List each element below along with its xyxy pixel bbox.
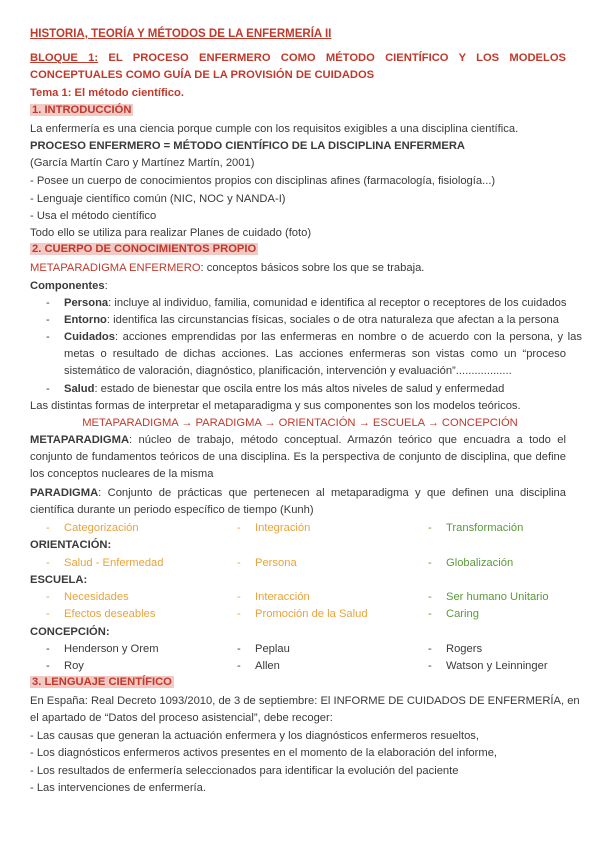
paradigm-col-3: Transformación [446, 522, 524, 534]
section-2-heading [30, 242, 258, 257]
section-1-title: 1. INTRODUCCIÓN [32, 104, 132, 116]
components-label: Componentes: [30, 280, 108, 292]
list-item: - Las causas que generan la actuación enfermera y los diagnósticos enfermeros resueltos, [30, 730, 479, 742]
list-item: - Lenguaje científico común (NIC, NOC y NANDA-I) [30, 193, 286, 205]
school-col-3: Caring [446, 608, 479, 620]
orientation-col-2: Persona [255, 557, 297, 569]
school-col-3: Ser humano Unitario [446, 591, 549, 603]
concept-col-1: Henderson y Orem [64, 643, 159, 655]
metaparadigma-def-line2: conjunto de fundamentos teóricos de una disciplina. Es la perspectiva de conjunto de disciplina, que define [30, 451, 566, 463]
school-col-1: Efectos deseables [64, 608, 156, 620]
orientation-col-3: Globalización [446, 557, 514, 569]
school-col-1: Necesidades [64, 591, 129, 603]
intro-text: La enfermería es una ciencia porque cumple con los requisitos exigibles a una disciplina científica. [30, 123, 519, 135]
escuela-label: ESCUELA: [30, 574, 88, 586]
concept-col-3: Rogers [446, 643, 483, 655]
models-text: Las distintas formas de interpretar el metaparadigma y sus componentes son los modelos teóricos. [30, 400, 521, 412]
list-item: - Las intervenciones de enfermería. [30, 782, 206, 794]
bloque-text-1: EL PROCESO ENFERMERO COMO MÉTODO CIENTÍFICO Y LOS MODELOS [108, 52, 566, 64]
cuidados-continuation-2: sistemático de valoración, diagnóstico, planificación, intervención y evaluación”.................. [64, 365, 512, 377]
concept-col-1: Roy [64, 660, 84, 672]
paradigma-def-line2: científica durante un periodo específico de tiempo (Kunh) [30, 504, 314, 516]
bloque-heading-line2: CONCEPTUALES COMO GUÍA DE LA PROVISIÓN DE CUIDADOS [30, 69, 375, 81]
concept-col-2: Allen [255, 660, 280, 672]
section-3-title: 3. LENGUAJE CIENTÍFICO [32, 676, 172, 688]
decree-line2: el apartado de “Datos del proceso asistencial”, debe recoger: [30, 712, 333, 724]
concept-col-2: Peplau [255, 643, 290, 655]
metaparadigma-label: METAPARADIGMA ENFERMERO [30, 262, 201, 274]
paradigm-col-2: Integración [255, 522, 311, 534]
section-1-heading [30, 103, 133, 118]
document-page: HISTORIA, TEORÍA Y MÉTODOS DE LA ENFERMERÍA II BLOQUE 1: EL PROCESO ENFERMERO COMO MÉTODO CIENTÍFICO Y LOS MODELOS CONCEPTUALES COMO GUÍA DE LA PROVISIÓN DE CUIDADOS Tema 1: El método científico. 1. INTRODUCCIÓN La enfermería es una ciencia porque cumple con los requisitos exigibles a una disciplina científica. PROCESO ENFERMERO = MÉTODO CIENTÍFICO DE LA DISCIPLINA ENFERMERA (García Martín Caro y Martínez Martín, 2001) - Posee un cuerpo de conocimientos propios con disciplinas afines (farmacología, fisiología...) - Lenguaje científico común (NIC, NOC y NANDA-I) - Usa el método científico Todo ello se utiliza para realizar Planes de cuidado (foto) 2. CUERPO DE CONOCIMIENTOS PROPIO METAPARADIGMA ENFERMERO: conceptos básicos sobre los que se trabaja. Componentes: - Persona: incluye al individuo, familia, comunidad e identifica al receptor o receptores de los cuidados - Entorno: identifica las circunstancias físicas, sociales o de otra naturaleza que afectan a la persona - Cuidados: acciones emprendidas por las enfermeras en nombre o de acuerdo con la persona, y las metas o resultado de dichas acciones. Las acciones enfermeras son vistas como un “proceso sistemático de valoración, diagnóstico, planificación, intervención y evaluación”.................. - Salud: estado de bienestar que oscila entre los más altos niveles de salud y enfermedad Las distintas formas de interpretar el metaparadigma y sus componentes son los modelos teóricos. METAPARADIGMA → PARADIGMA → ORIENTACIÓN → ESCUELA → CONCEPCIÓN METAPARADIGMA: núcleo de trabajo, método conceptual. Armazón teórico que encuadra a todo el conjunto de fundamentos teóricos de una disciplina. Es la perspectiva de conjunto de disciplina, que define los conceptos nucleares de la misma PARADIGMA: Conjunto de prácticas que pertenecen al metaparadigma y que definen una disciplina científica durante un periodo específico de tiempo (Kunh) - Categorización - Integración - Transformación ORIENTACIÓN: - Salud - Enfermedad - Persona - Globalización ESCUELA: - Necesidades - Interacción - Ser humano Unitario - Efectos deseables - Promoción de la Salud - Caring CONCEPCIÓN: - Henderson y Orem - Peplau - Rogers - Roy - Allen - Watson y Leinninger 3. LENGUAJE CIENTÍFICO En España: Real Decreto 1093/2010, de 3 de septiembre: El INFORME DE CUIDADOS DE ENFERMERÍA, en el apartado de “Datos del proceso asistencial”, debe recoger: - Las causas que generan la actuación enfermera y los diagnósticos enfermeros resueltos, - Los diagnósticos enfermeros activos presentes en el momento de la elaboración del informe, - Los resultados de enfermería seleccionados para identificar la evolución del paciente - Las intervenciones de enfermería. [0, 0, 600, 848]
reference: (García Martín Caro y Martínez Martín, 2001) [30, 157, 255, 169]
process-equation: PROCESO ENFERMERO = MÉTODO CIENTÍFICO DE LA DISCIPLINA ENFERMERA [30, 140, 465, 152]
list-item: Todo ello se utiliza para realizar Planes de cuidado (foto) [30, 227, 312, 239]
metaparadigma-def-line3: los conceptos nucleares de la misma [30, 468, 214, 480]
document-title: HISTORIA, TEORÍA Y MÉTODOS DE LA ENFERMERÍA II [30, 28, 332, 40]
school-col-2: Interacción [255, 591, 310, 603]
section-3-heading [30, 675, 174, 690]
concepcion-label: CONCEPCIÓN: [30, 626, 110, 638]
concept-col-3: Watson y Leinninger [446, 660, 548, 672]
concept-chain: METAPARADIGMA → PARADIGMA → ORIENTACIÓN → ESCUELA → CONCEPCIÓN [82, 417, 518, 429]
paradigma-def-line1: PARADIGMA: Conjunto de prácticas que pertenecen al metaparadigma y que definen una disciplina [30, 487, 566, 499]
list-item: - Los resultados de enfermería seleccionados para identificar la evolución del paciente [30, 765, 459, 777]
section-2-title: 2. CUERPO DE CONOCIMIENTOS PROPIO [32, 243, 257, 255]
orientation-col-1: Salud - Enfermedad [64, 557, 164, 569]
list-item: - Usa el método científico [30, 210, 157, 222]
list-item: - Posee un cuerpo de conocimientos propios con disciplinas afines (farmacología, fisiología...) [30, 175, 496, 187]
list-item: - Los diagnósticos enfermeros activos presentes en el momento de la elaboración del informe, [30, 747, 498, 759]
metaparadigma-def-line1: METAPARADIGMA: núcleo de trabajo, método conceptual. Armazón teórico que encuadra a todo el [30, 434, 566, 446]
bloque-heading-line1 [30, 51, 566, 66]
cuidados-continuation-1: metas o resultado de dichas acciones. Las acciones enfermeras son vistas como un “proceso [64, 348, 566, 360]
metaparadigma-line [30, 261, 424, 276]
paradigm-col-1: Categorización [64, 522, 139, 534]
orientacion-label: ORIENTACIÓN: [30, 539, 112, 551]
metaparadigma-text: : conceptos básicos sobre los que se trabaja. [200, 262, 425, 274]
bloque-label: BLOQUE 1: [30, 52, 99, 64]
decree-line1: En España: Real Decreto 1093/2010, de 3 de septiembre: El INFORME DE CUIDADOS DE ENFERMERÍA, en [30, 695, 580, 707]
tema-heading: Tema 1: El método científico. [30, 87, 184, 99]
school-col-2: Promoción de la Salud [255, 608, 368, 620]
